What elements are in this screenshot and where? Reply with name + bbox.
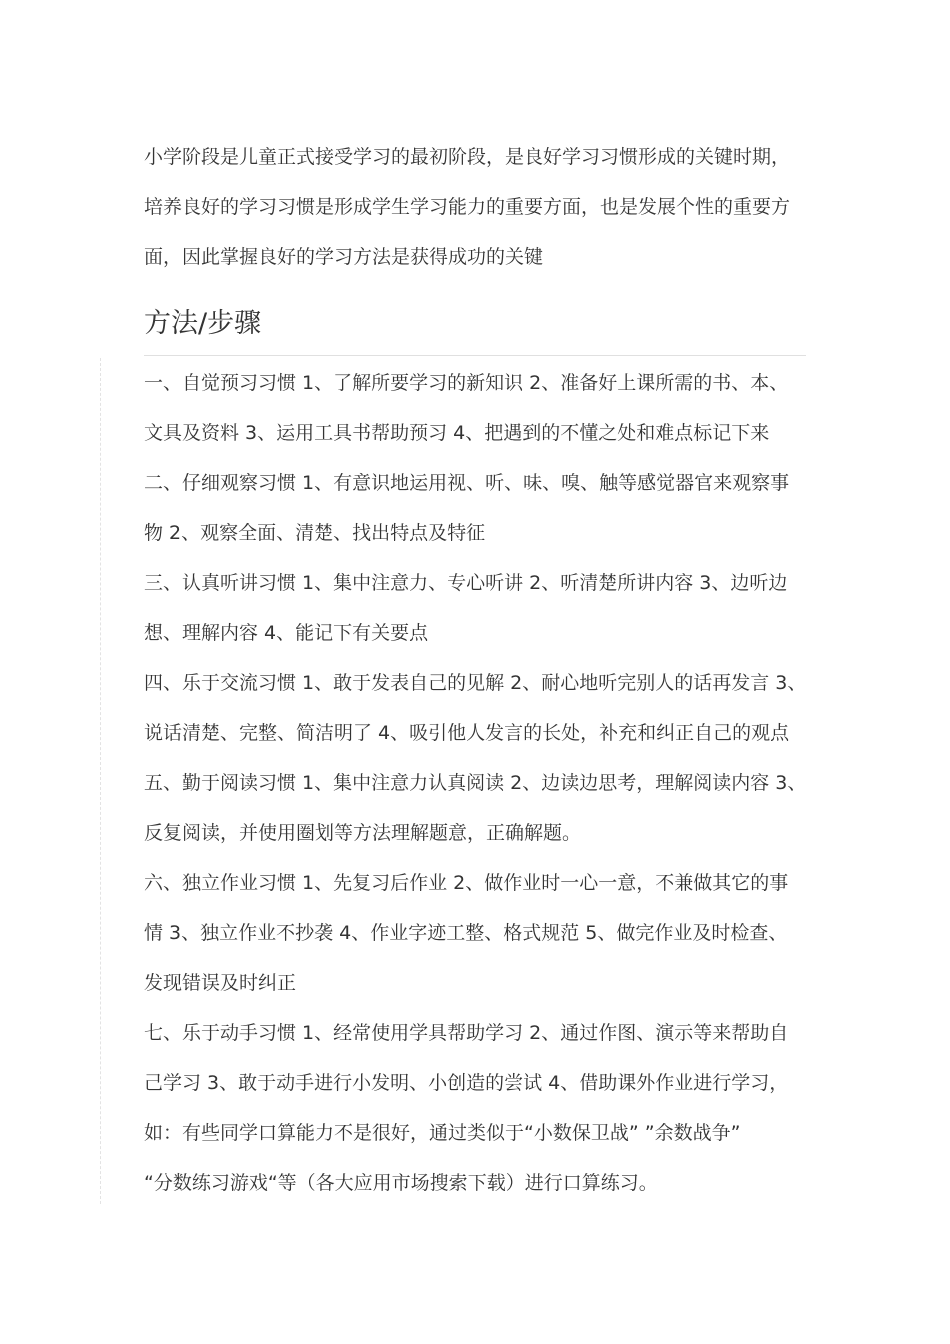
steps-side-divider [100, 358, 101, 1204]
step-line: 三、认真听讲习惯 1、集中注意力、专心听讲 2、听清楚所讲内容 3、边听边 [144, 572, 788, 594]
step-item [144, 558, 810, 658]
step-line: 如：有些同学口算能力不是很好，通过类似于“小数保卫战” ”余数战争” [144, 1122, 741, 1144]
step-item [144, 658, 810, 758]
step-line: 四、乐于交流习惯 1、敢于发表自己的见解 2、耐心地听完别人的话再发言 3、 [144, 672, 807, 694]
step-item [144, 758, 810, 858]
step-line: 二、仔细观察习惯 1、有意识地运用视、听、味、嗅、触等感觉器官来观察事 [144, 472, 790, 494]
step-item [144, 458, 810, 558]
step-line: 五、勤于阅读习惯 1、集中注意力认真阅读 2、边读边思考，理解阅读内容 3、 [144, 772, 807, 794]
step-line: 文具及资料 3、运用工具书帮助预习 4、把遇到的不懂之处和难点标记下来 [144, 422, 770, 444]
step-line: 发现错误及时纠正 [144, 972, 297, 994]
step-item [144, 858, 810, 1008]
step-line: “分数练习游戏“等（各大应用市场搜索下载）进行口算练习。 [144, 1172, 658, 1194]
intro-line: 面，因此掌握良好的学习方法是获得成功的关键 [144, 246, 544, 268]
step-line: 物 2、观察全面、清楚、找出特点及特征 [144, 522, 486, 544]
heading-divider [144, 355, 806, 356]
step-item [144, 1008, 810, 1208]
step-line: 六、独立作业习惯 1、先复习后作业 2、做作业时一心一意，不兼做其它的事 [144, 872, 789, 894]
intro-line: 培养良好的学习习惯是形成学生学习能力的重要方面，也是发展个性的重要方 [144, 196, 791, 218]
step-line: 说话清楚、完整、简洁明了 4、吸引他人发言的长处，补充和纠正自己的观点 [144, 722, 790, 744]
step-line: 己学习 3、敢于动手进行小发明、小创造的尝试 4、借助课外作业进行学习， [144, 1072, 789, 1094]
step-line: 反复阅读，并使用圈划等方法理解题意，正确解题。 [144, 822, 582, 844]
step-line: 想、理解内容 4、能记下有关要点 [144, 622, 429, 644]
intro-line: 小学阶段是儿童正式接受学习的最初阶段，是良好学习习惯形成的关键时期， [144, 146, 791, 168]
step-line: 一、自觉预习习惯 1、了解所要学习的新知识 2、准备好上课所需的书、本、 [144, 372, 789, 394]
step-line: 七、乐于动手习惯 1、经常使用学具帮助学习 2、通过作图、演示等来帮助自 [144, 1022, 789, 1044]
section-heading: 方法/步骤 [144, 308, 262, 339]
steps-list [144, 358, 810, 1208]
step-item [144, 358, 810, 458]
step-line: 情 3、独立作业不抄袭 4、作业字迹工整、格式规范 5、做完作业及时检查、 [144, 922, 788, 944]
intro-paragraph [144, 132, 810, 282]
